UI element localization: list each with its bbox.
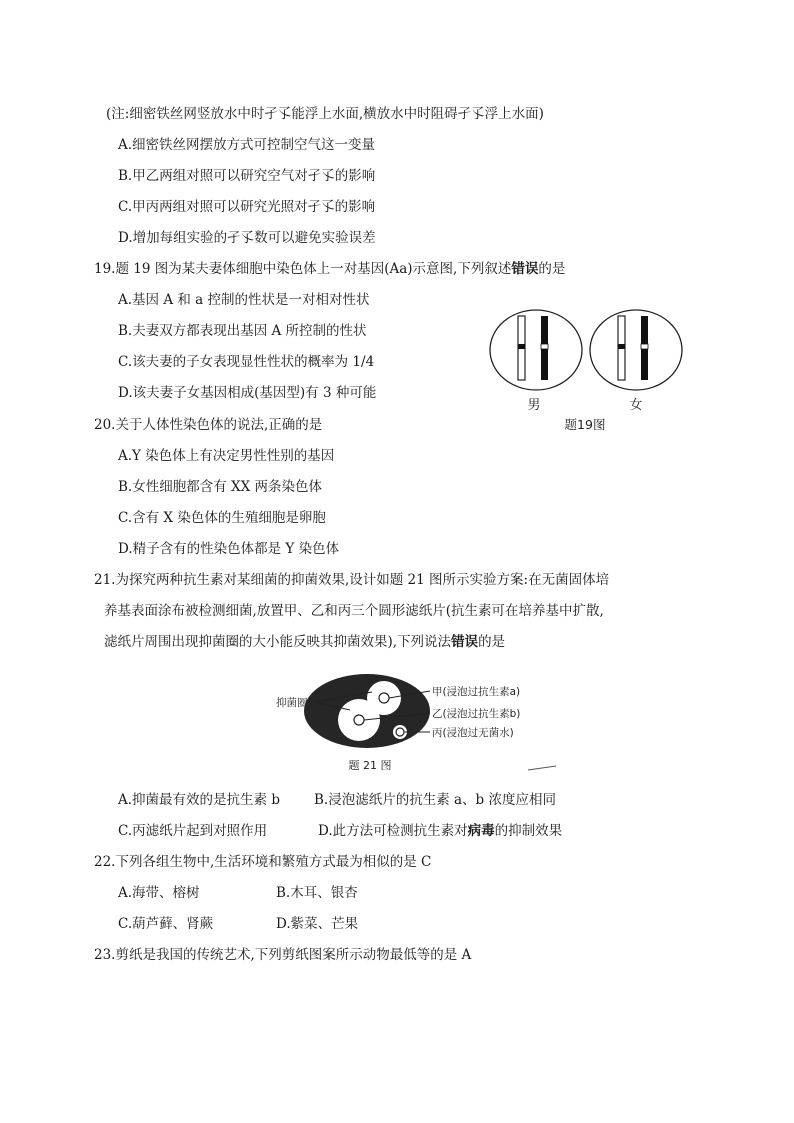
disc-jia [379, 693, 389, 703]
q21-stem-line-2: 养基表面涂布被检测细菌,放置甲、乙和丙三个圆形滤纸片(抗生素可在培养基中扩散, [104, 603, 604, 619]
label-bing: 丙(浸泡过无菌水) [432, 727, 514, 739]
scan-mark [528, 766, 556, 770]
q21-option-d: D.此方法可检测抗生素对病毒的抑制效果 [318, 823, 563, 839]
q21-figure [268, 668, 560, 778]
q23-stem: 23.剪纸是我国的传统艺术,下列剪纸图案所示动物最低等的是 A [94, 947, 472, 963]
zone-label: 抑菌圈 [276, 697, 308, 709]
q22-stem: 22.下列各组生物中,生活环境和繁殖方式最为相似的是 C [94, 854, 432, 870]
q22-option-a: A.海带、榕树 [118, 885, 200, 901]
q19-option-b: B.夫妻双方都表现出基因 A 所控制的性状 [118, 323, 367, 339]
male-label: 男 [527, 398, 541, 413]
q19-option-c: C.该夫妻的子女表现显性性状的概率为 1/4 [118, 354, 375, 370]
label-yi: 乙(浸泡过抗生素b) [432, 708, 521, 720]
q21-option-b: B.浸泡滤纸片的抗生素 a、b 浓度应相同 [314, 792, 556, 808]
q20-option-b: B.女性细胞都含有 XX 两条染色体 [118, 479, 323, 495]
q19-figure [484, 308, 690, 434]
female-gene-a-marker [618, 344, 625, 349]
q19-option-d: D.该夫妻子女基因相成(基因型)有 3 种可能 [118, 385, 377, 401]
q21-stem-line-3: 滤纸片周围出现抑菌圈的大小能反映其抑菌效果),下列说法错误的是 [104, 634, 506, 650]
disc-bing [396, 728, 404, 736]
q18-option-d: D.增加每组实验的孑孓数可以避免实验误差 [118, 230, 376, 246]
q20-option-c: C.含有 X 染色体的生殖细胞是卵胞 [118, 510, 326, 526]
male-cell [490, 310, 582, 390]
q22-option-d: D.紫菜、芒果 [276, 916, 359, 932]
female-gene-marker [641, 344, 648, 349]
female-label: 女 [629, 398, 643, 413]
q22-option-c: C.葫芦藓、肾蕨 [118, 916, 214, 932]
disc-yi [354, 715, 364, 725]
q22-option-b: B.木耳、银杏 [276, 885, 358, 901]
q21-option-c: C.丙滤纸片起到对照作用 [118, 823, 268, 839]
female-cell [590, 310, 682, 390]
q19-stem: 19.题 19 图为某夫妻体细胞中染色体上一对基因(Aa)示意图,下列叙述错误的是 [94, 261, 566, 277]
q19-option-a: A.基因 A 和 a 控制的性状是一对相对性状 [118, 292, 370, 308]
label-jia: 甲(浸泡过抗生素a) [432, 686, 521, 698]
q18-option-c: C.甲丙两组对照可以研究光照对孑孓的影响 [118, 199, 376, 215]
q20-stem: 20.关于人体性染色体的说法,正确的是 [94, 417, 323, 433]
male-gene-a-marker [518, 344, 525, 349]
q18-option-a: A.细密铁丝网摆放方式可控制空气这一变量 [118, 137, 376, 153]
q21-option-a: A.抑菌最有效的是抗生素 b [118, 792, 280, 808]
q20-option-d: D.精子含有的性染色体都是 Y 染色体 [118, 541, 340, 557]
male-gene-marker [541, 344, 548, 349]
note-text: (注:细密铁丝网竖放水中时孑孓能浮上水面,横放水中时阻碍孑孓浮上水面) [106, 106, 544, 122]
q18-option-b: B.甲乙两组对照可以研究空气对孑孓的影响 [118, 168, 376, 184]
q19-figure-caption: 题19图 [564, 417, 606, 432]
q21-figure-caption: 题 21 图 [348, 759, 392, 772]
q20-option-a: A.Y 染色体上有决定男性性别的基因 [118, 448, 335, 464]
q21-stem-line-1: 21.为探究两种抗生素对某细菌的抑菌效果,设计如题 21 图所示实验方案:在无菌固体培 [94, 572, 610, 588]
